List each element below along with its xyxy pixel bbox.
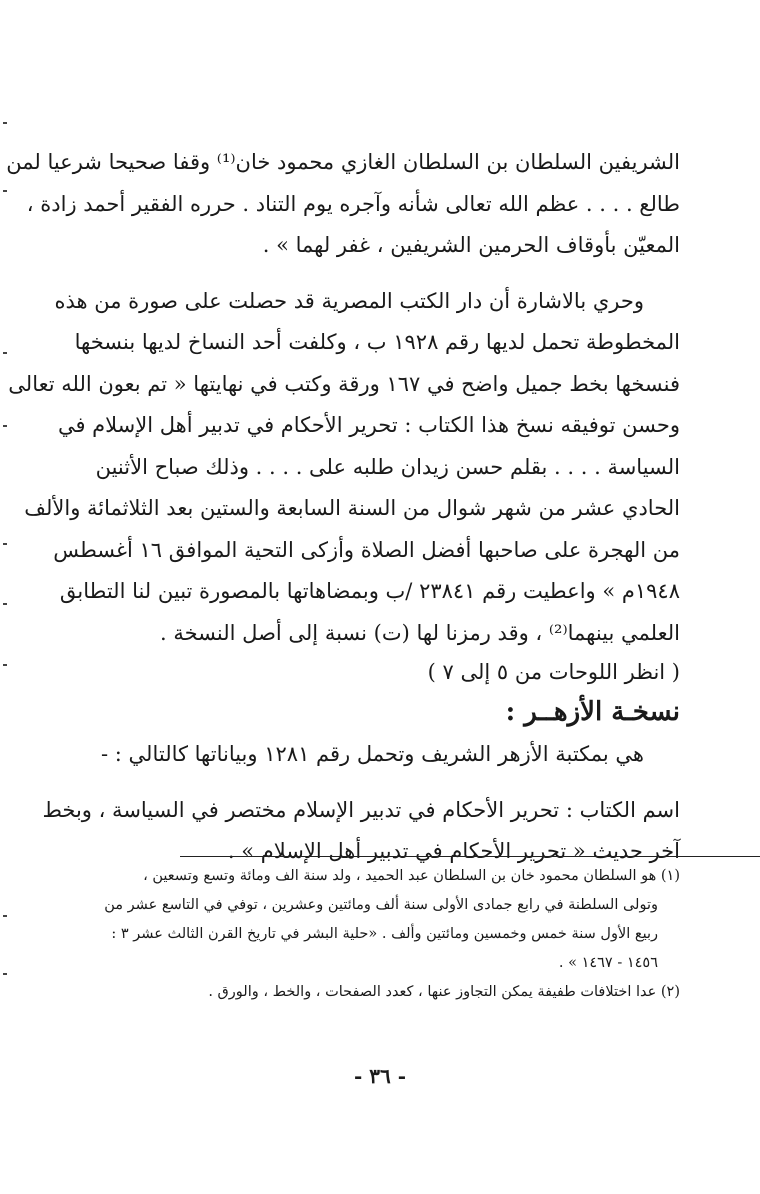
body-line: فنسخها بخط جميل واضح في ١٦٧ ورقة وكتب في نهايتها « تم بعون الله تعالى	[8, 371, 680, 396]
footnotes	[100, 862, 680, 1007]
body-line: الحادي عشر من شهر شوال من السنة السابعة والستين بعد الثلاثمائة والألف	[24, 496, 680, 520]
page-body	[6, 142, 680, 873]
body-line: من الهجرة على صاحبها أفضل الصلاة وأزكى التحية الموافق ١٦ أغسطس	[53, 537, 680, 562]
section-heading: نسخـة الأزهــر :	[505, 697, 680, 727]
footnote-line: وتولى السلطنة في رابع جمادى الأولى سنة ألف ومائتين وعشرين ، توفي في التاسع عشر من	[104, 897, 658, 913]
body-line: العلمي بينهما⁽²⁾ ، وقد رمزنا لها (ت) نسبة إلى أصل النسخة .	[160, 620, 680, 645]
body-line: المخطوطة تحمل لديها رقم ١٩٢٨ ب ، وكلفت أحد النساخ لديها بنسخها	[74, 330, 680, 354]
body-line: وحسن توفيقه نسخ هذا الكتاب : تحرير الأحكام في تدبير أهل الإسلام في	[57, 413, 680, 437]
body-line: اسم الكتاب : تحرير الأحكام في تدبير الإسلام مختصر في السياسة ، وبخط	[42, 797, 680, 822]
scan-mark	[3, 973, 7, 975]
footnote-line: (١) هو السلطان محمود خان بن السلطان عبد الحميد ، ولد سنة الف ومائة وتسع وتسعين ،	[143, 868, 680, 884]
body-line: طالع . . . . عظم الله تعالى شأنه وآجره يوم التناد . حرره الفقير أحمد زادة ،	[26, 191, 680, 216]
scan-mark	[3, 543, 7, 545]
footnote-line: ١٤٥٦ - ١٤٦٧ » .	[558, 955, 658, 971]
scan-mark	[3, 190, 7, 192]
body-line: وحري بالاشارة أن دار الكتب المصرية قد حصلت على صورة من هذه	[54, 288, 644, 313]
scan-mark	[3, 352, 7, 354]
body-line: السياسة . . . . بقلم حسن زيدان طلبه على . . . . وذلك صباح الأثنين	[95, 454, 680, 479]
scan-mark	[3, 915, 7, 917]
plates-reference: ( انظر اللوحات من ٥ إلى ٧ )	[427, 660, 680, 684]
body-line: الشريفين السلطان بن السلطان الغازي محمود خان⁽¹⁾ وقفا صحيحا شرعيا لمن	[6, 150, 680, 174]
footnote-line: (٢) عدا اختلافات طفيفة يمكن التجاوز عنها ، كعدد الصفحات ، والخط ، والورق .	[208, 984, 680, 1000]
body-line: المعيّن بأوقاف الحرمين الشريفين ، غفر لهما » .	[262, 233, 680, 257]
page-number: - ٣٦ -	[353, 1064, 406, 1088]
scan-mark	[3, 603, 7, 605]
scan-mark	[3, 122, 7, 124]
body-line: آخر حديث « تحرير الأحكام في تدبير أهل الإسلام » .	[227, 839, 680, 863]
footnote-line: ربيع الأول سنة خمس وخمسين ومائتين وألف . «حلية البشر في تاريخ القرن الثالث عشر ٣ :	[111, 926, 658, 942]
footnote-separator	[180, 856, 760, 857]
body-line: ١٩٤٨م » واعطيت رقم ٢٣٨٤١ /ب وبمضاهاتها بالمصورة تبين لنا التطابق	[59, 579, 680, 603]
scan-mark	[3, 664, 7, 666]
scan-mark	[3, 425, 7, 427]
body-line: هي بمكتبة الأزهر الشريف وتحمل رقم ١٢٨١ وبياناتها كالتالي : -	[101, 742, 644, 766]
